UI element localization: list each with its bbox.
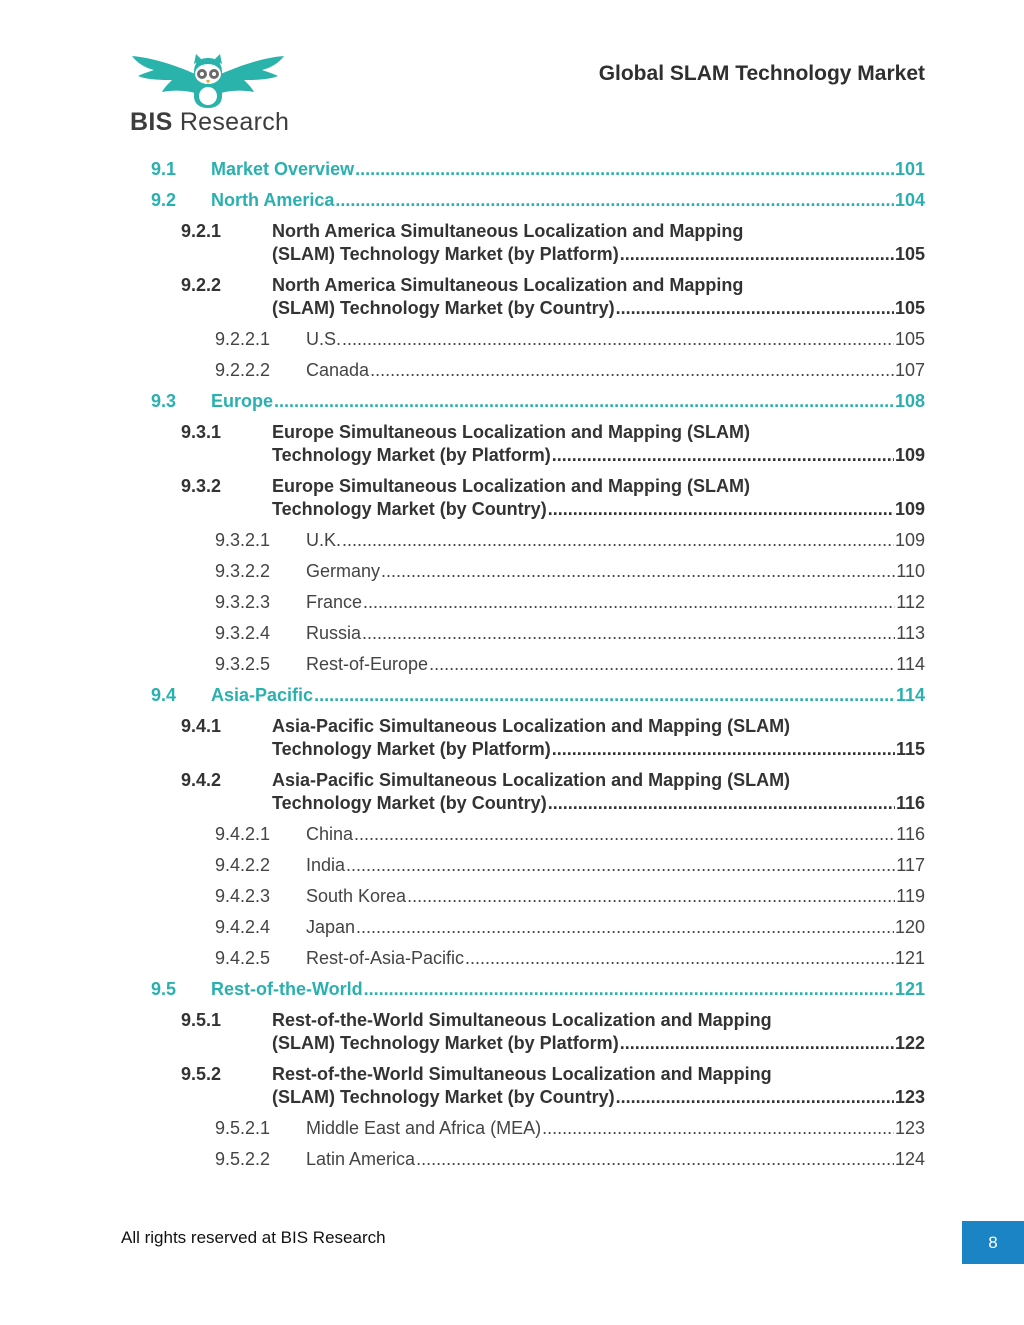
page-number-badge bbox=[962, 1221, 1024, 1264]
toc-entry-number: 9.3.2.3 bbox=[215, 592, 271, 612]
toc-entry[interactable] bbox=[151, 978, 925, 1001]
toc-entry-page: 117 bbox=[896, 855, 925, 875]
toc-entry[interactable] bbox=[181, 220, 925, 266]
toc-entry-number: 9.5.1 bbox=[181, 1010, 222, 1030]
dot-leader bbox=[381, 560, 895, 583]
toc-entry-page: 123 bbox=[894, 1087, 925, 1107]
toc-entry-title: Rest-of-the-World Simultaneous Localization and Mapping bbox=[272, 1064, 772, 1084]
toc-entry-page: 124 bbox=[894, 1149, 925, 1169]
dot-leader bbox=[314, 684, 895, 707]
toc-entry-page: 105 bbox=[894, 244, 925, 264]
dot-leader bbox=[355, 158, 894, 181]
toc-entry-page: 108 bbox=[894, 391, 925, 411]
toc-entry-number: 9.5.2 bbox=[181, 1064, 222, 1084]
toc-entry-page: 116 bbox=[896, 824, 925, 844]
toc-entry-title: France bbox=[306, 592, 363, 612]
dot-leader bbox=[407, 885, 895, 908]
dot-leader bbox=[620, 1032, 894, 1055]
toc-entry-number: 9.4.2.4 bbox=[215, 917, 271, 937]
toc-entry-page: 114 bbox=[895, 685, 925, 705]
toc-entry-title: China bbox=[306, 824, 354, 844]
toc-entry-page: 121 bbox=[894, 979, 925, 999]
dot-leader bbox=[548, 792, 895, 815]
toc-entry[interactable] bbox=[215, 359, 925, 382]
toc-entry-number: 9.4.2 bbox=[181, 770, 222, 790]
toc-entry-title: Technology Market (by Country) bbox=[272, 499, 547, 519]
toc-entry-title: Technology Market (by Platform) bbox=[272, 445, 551, 465]
toc-entry-number: 9.2.2.2 bbox=[215, 360, 271, 380]
toc-entry-title: Europe Simultaneous Localization and Mapping (SLAM) bbox=[272, 476, 751, 496]
toc-entry[interactable] bbox=[181, 769, 925, 815]
toc-entry[interactable] bbox=[181, 1063, 925, 1109]
toc-entry-title: Rest-of-the-World bbox=[211, 979, 363, 999]
toc-entry-number: 9.4.2.3 bbox=[215, 886, 271, 906]
toc-entry-title: Canada bbox=[306, 360, 370, 380]
toc-entry-title: Rest-of-the-World Simultaneous Localization and Mapping bbox=[272, 1010, 772, 1030]
toc-entry[interactable] bbox=[181, 475, 925, 521]
footer-rights: All rights reserved at BIS Research bbox=[121, 1228, 386, 1247]
toc-entry-page: 109 bbox=[894, 530, 925, 550]
dot-leader bbox=[548, 498, 894, 521]
toc-entry-title: (SLAM) Technology Market (by Platform) bbox=[272, 1033, 619, 1053]
toc-entry-page: 120 bbox=[894, 917, 925, 937]
toc-entry-number: 9.3.2 bbox=[181, 476, 222, 496]
dot-leader bbox=[416, 1148, 894, 1171]
dot-leader bbox=[465, 947, 894, 970]
dot-leader bbox=[552, 444, 894, 467]
toc-entry-page: 110 bbox=[896, 561, 925, 581]
toc-entry-title: Europe Simultaneous Localization and Mapping (SLAM) bbox=[272, 422, 751, 442]
toc-entry[interactable] bbox=[215, 854, 925, 877]
toc-entry[interactable] bbox=[181, 421, 925, 467]
toc-entry-title: North America Simultaneous Localization and Mapping bbox=[272, 221, 744, 241]
toc-entry[interactable] bbox=[151, 684, 925, 707]
toc-entry-number: 9.4 bbox=[151, 685, 177, 705]
dot-leader bbox=[370, 359, 894, 382]
toc-entry-page: 121 bbox=[894, 948, 925, 968]
toc-entry[interactable] bbox=[215, 622, 925, 645]
toc-entry-title: (SLAM) Technology Market (by Country) bbox=[272, 298, 615, 318]
toc-entry-number: 9.2.2 bbox=[181, 275, 222, 295]
toc-entry-number: 9.3.2.4 bbox=[215, 623, 271, 643]
dot-leader bbox=[362, 622, 895, 645]
toc-entry-title: Technology Market (by Country) bbox=[272, 793, 547, 813]
toc-entry[interactable] bbox=[215, 1117, 925, 1140]
logo-wordmark bbox=[130, 108, 289, 137]
toc-entry-title: U.K. bbox=[306, 530, 342, 550]
toc-entry-number: 9.3.2.5 bbox=[215, 654, 271, 674]
toc-entry-page: 115 bbox=[895, 739, 925, 759]
toc-entry-title: South Korea bbox=[306, 886, 407, 906]
toc-entry-title: Germany bbox=[306, 561, 381, 581]
toc-entry-number: 9.2 bbox=[151, 190, 177, 210]
toc-entry-title: North America bbox=[211, 190, 335, 210]
toc-entry-page: 101 bbox=[894, 159, 925, 179]
toc-entry-title: Middle East and Africa (MEA) bbox=[306, 1118, 542, 1138]
toc-entry[interactable] bbox=[215, 885, 925, 908]
toc-entry-title: U.S. bbox=[306, 329, 342, 349]
toc-entry-number: 9.3 bbox=[151, 391, 177, 411]
toc-entry-title: (SLAM) Technology Market (by Platform) bbox=[272, 244, 619, 264]
toc-entry-number: 9.1 bbox=[151, 159, 177, 179]
dot-leader bbox=[346, 854, 895, 877]
toc-entry[interactable] bbox=[215, 328, 925, 351]
toc-entry-number: 9.4.1 bbox=[181, 716, 222, 736]
toc-entry-title: Russia bbox=[306, 623, 362, 643]
toc-entry[interactable] bbox=[181, 274, 925, 320]
logo-text-light: Research bbox=[179, 108, 290, 136]
toc-entry-page: 123 bbox=[894, 1118, 925, 1138]
toc-entry-number: 9.5.2.2 bbox=[215, 1149, 271, 1169]
toc-entry[interactable] bbox=[215, 591, 925, 614]
toc-entry-page: 122 bbox=[894, 1033, 925, 1053]
toc-entry-number: 9.2.1 bbox=[181, 221, 222, 241]
toc-entry-number: 9.4.2.5 bbox=[215, 948, 271, 968]
toc-entry[interactable] bbox=[151, 189, 925, 212]
page-number: 8 bbox=[988, 1232, 998, 1252]
toc-entry-page: 119 bbox=[896, 886, 925, 906]
toc-entry[interactable] bbox=[215, 947, 925, 970]
toc-entry-number: 9.5.2.1 bbox=[215, 1118, 271, 1138]
toc-entry[interactable] bbox=[215, 823, 925, 846]
toc-entry[interactable] bbox=[151, 158, 925, 181]
toc-entry-title: Technology Market (by Platform) bbox=[272, 739, 551, 759]
toc-entry-page: 104 bbox=[894, 190, 925, 210]
toc-entry-title: Market Overview bbox=[211, 159, 355, 179]
toc-entry-page: 114 bbox=[896, 654, 925, 674]
dot-leader bbox=[616, 1086, 894, 1109]
toc-entry-number: 9.3.2.2 bbox=[215, 561, 271, 581]
toc-entry-page: 105 bbox=[894, 298, 925, 318]
dot-leader bbox=[363, 591, 895, 614]
toc-entry-title: Asia-Pacific bbox=[211, 685, 314, 705]
dot-leader bbox=[616, 297, 894, 320]
toc-entry-page: 113 bbox=[896, 623, 925, 643]
dot-leader bbox=[620, 243, 894, 266]
dot-leader bbox=[364, 978, 894, 1001]
dot-leader bbox=[542, 1117, 894, 1140]
toc-entry-number: 9.5 bbox=[151, 979, 177, 999]
toc-entry[interactable] bbox=[151, 390, 925, 413]
toc-entry-page: 109 bbox=[894, 499, 925, 519]
toc-entry-page: 105 bbox=[894, 329, 925, 349]
toc-entry-title: Rest-of-Europe bbox=[306, 654, 429, 674]
toc-entry-title: Asia-Pacific Simultaneous Localization and Mapping (SLAM) bbox=[272, 770, 791, 790]
dot-leader bbox=[335, 189, 894, 212]
toc-entry[interactable] bbox=[215, 653, 925, 676]
toc-entry[interactable] bbox=[215, 529, 925, 552]
toc-entry-number: 9.3.2.1 bbox=[215, 530, 271, 550]
logo-text-bold: BIS bbox=[130, 108, 173, 136]
toc-entry-title: Rest-of-Asia-Pacific bbox=[306, 948, 465, 968]
dot-leader bbox=[274, 390, 894, 413]
toc-entry[interactable] bbox=[215, 1148, 925, 1171]
toc-entry-number: 9.3.1 bbox=[181, 422, 222, 442]
toc-entry-title: India bbox=[306, 855, 346, 875]
toc-entry-title: Japan bbox=[306, 917, 356, 937]
dot-leader bbox=[354, 823, 895, 846]
toc-entry[interactable] bbox=[181, 715, 925, 761]
toc-entry-title: North America Simultaneous Localization and Mapping bbox=[272, 275, 744, 295]
toc-entry[interactable] bbox=[215, 560, 925, 583]
toc-entry[interactable] bbox=[181, 1009, 925, 1055]
dot-leader bbox=[342, 328, 894, 351]
toc-entry-number: 9.4.2.1 bbox=[215, 824, 271, 844]
document-title: Global SLAM Technology Market bbox=[598, 62, 925, 85]
toc-entry-title: Latin America bbox=[306, 1149, 416, 1169]
toc-entry-page: 109 bbox=[894, 445, 925, 465]
toc-entry-page: 116 bbox=[895, 793, 925, 813]
dot-leader bbox=[429, 653, 895, 676]
dot-leader bbox=[342, 529, 894, 552]
toc-entry-page: 112 bbox=[896, 592, 925, 612]
toc-entry-number: 9.4.2.2 bbox=[215, 855, 271, 875]
toc-entry-title: Asia-Pacific Simultaneous Localization and Mapping (SLAM) bbox=[272, 716, 791, 736]
toc-entry-number: 9.2.2.1 bbox=[215, 329, 271, 349]
toc-entry[interactable] bbox=[215, 916, 925, 939]
toc-entry-title: (SLAM) Technology Market (by Country) bbox=[272, 1087, 615, 1107]
dot-leader bbox=[356, 916, 894, 939]
toc-entry-title: Europe bbox=[211, 391, 274, 411]
toc-entry-page: 107 bbox=[894, 360, 925, 380]
dot-leader bbox=[552, 738, 895, 761]
